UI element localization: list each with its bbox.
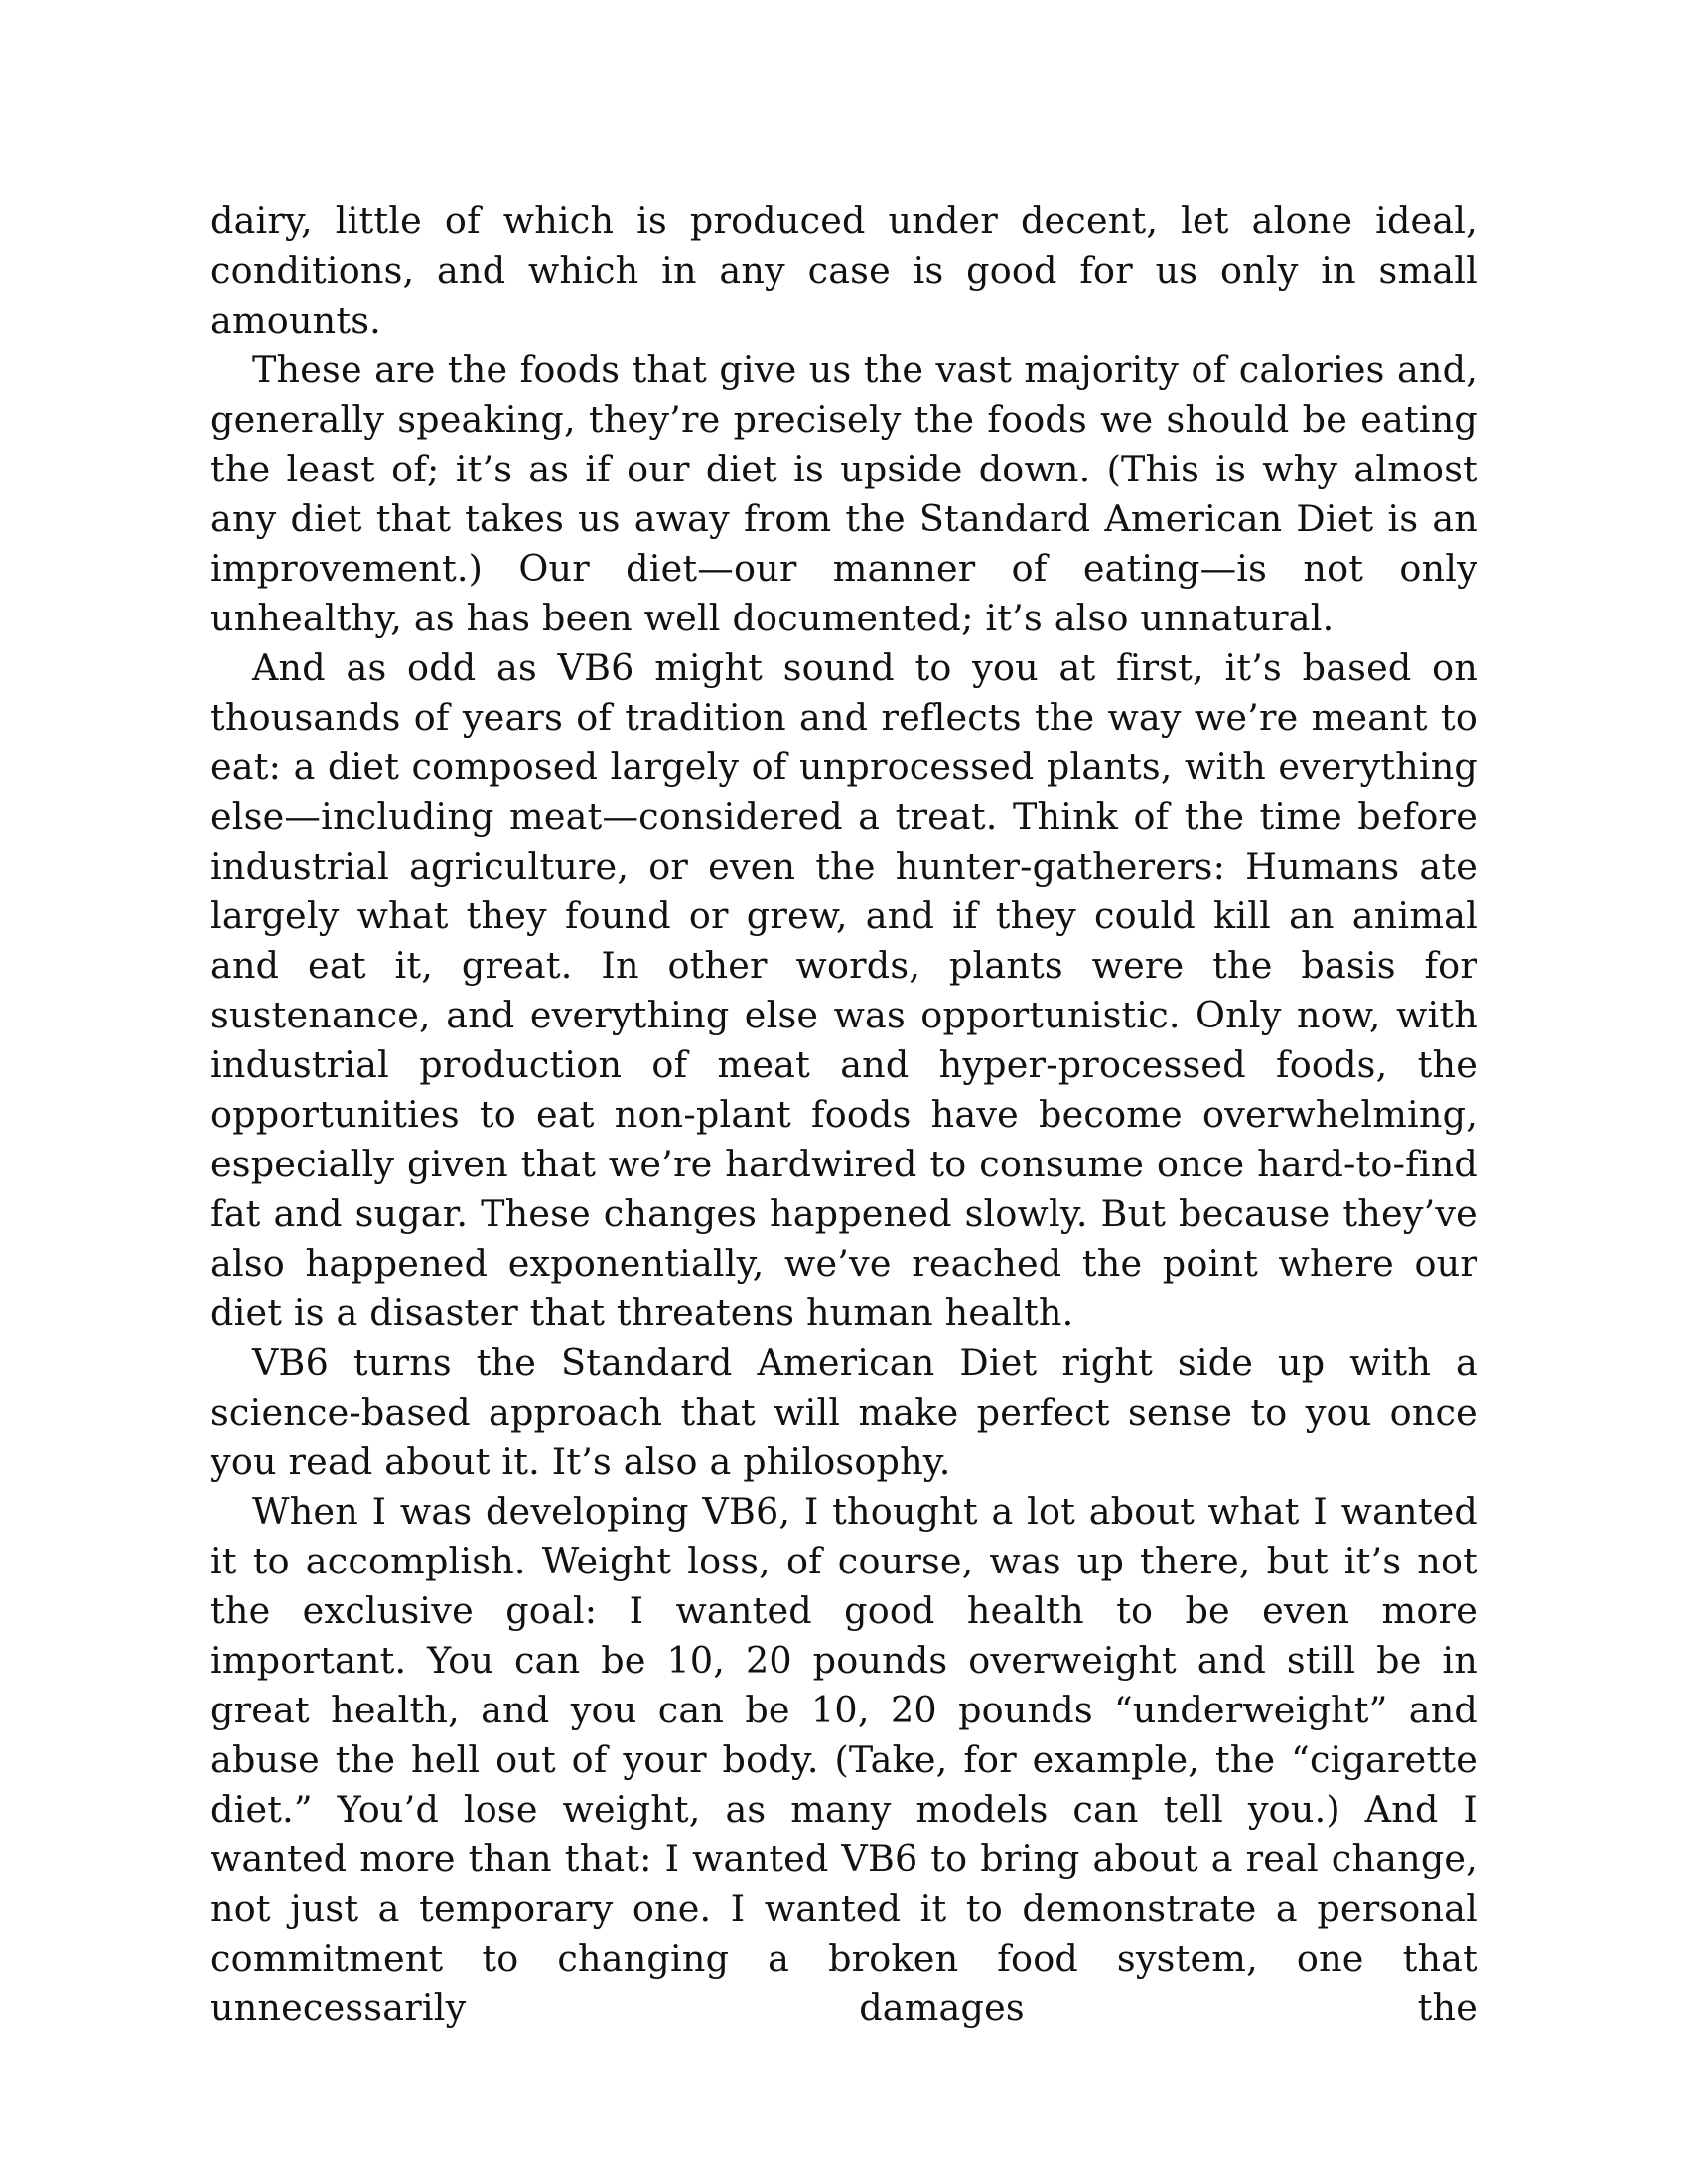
paragraph-5: When I was developing VB6, I thought a lot about what I wanted it to accomplish. Weight loss, of course, was up there, but it’s not the exclusive goal: I wanted good health to be even more important. You can be 10, 20 pounds overweight and still be in great health, and you can be 10, 20 pounds “underweight” and abuse the hell out of your body. (Take, for example, the “cigarette diet.” You’d lose weight, as many models can tell you.) And I wanted more than that: I wanted VB6 to bring about a real change, not just a temporary one. I wanted it to demonstrate a personal commitment to changing a broken food system, one that unnecessarily damages the: [211, 1490, 1477, 2029]
paragraph-1-continuation: dairy, little of which is produced under decent, let alone ideal, conditions, and which in any case is good for us only in small amounts.: [211, 200, 1477, 341]
book-page: [211, 197, 1477, 2033]
paragraph-3: And as odd as VB6 might sound to you at first, it’s based on thousands of years of tradition and reflects the way we’re meant to eat: a diet composed largely of unprocessed plants, with everything else—including meat—considered a treat. Think of the time before industrial agriculture, or even the hunter-gatherers: Humans ate largely what they found or grew, and if they could kill an animal and eat it, great. In other words, plants were the basis for sustenance, and everything else was opportunistic. Only now, with industrial production of meat and hyper-processed foods, the opportunities to eat non-plant foods have become overwhelming, especially given that we’re hardwired to consume once hard-to-find fat and sugar. These changes happened slowly. But because they’ve also happened exponentially, we’ve reached the point where our diet is a disaster that threatens human health.: [211, 646, 1477, 1334]
paragraph-2: These are the foods that give us the vast majority of calories and, generally speaking, they’re precisely the foods we should be eating the least of; it’s as if our diet is upside down. (This is why almost any diet that takes us away from the Standard American Diet is an improvement.) Our diet—our manner of eating—is not only unhealthy, as has been well documented; it’s also unnatural.: [211, 348, 1477, 639]
paragraph-4: VB6 turns the Standard American Diet right side up with a science-based approach that will make perfect sense to you once you read about it. It’s also a philosophy.: [211, 1341, 1477, 1483]
